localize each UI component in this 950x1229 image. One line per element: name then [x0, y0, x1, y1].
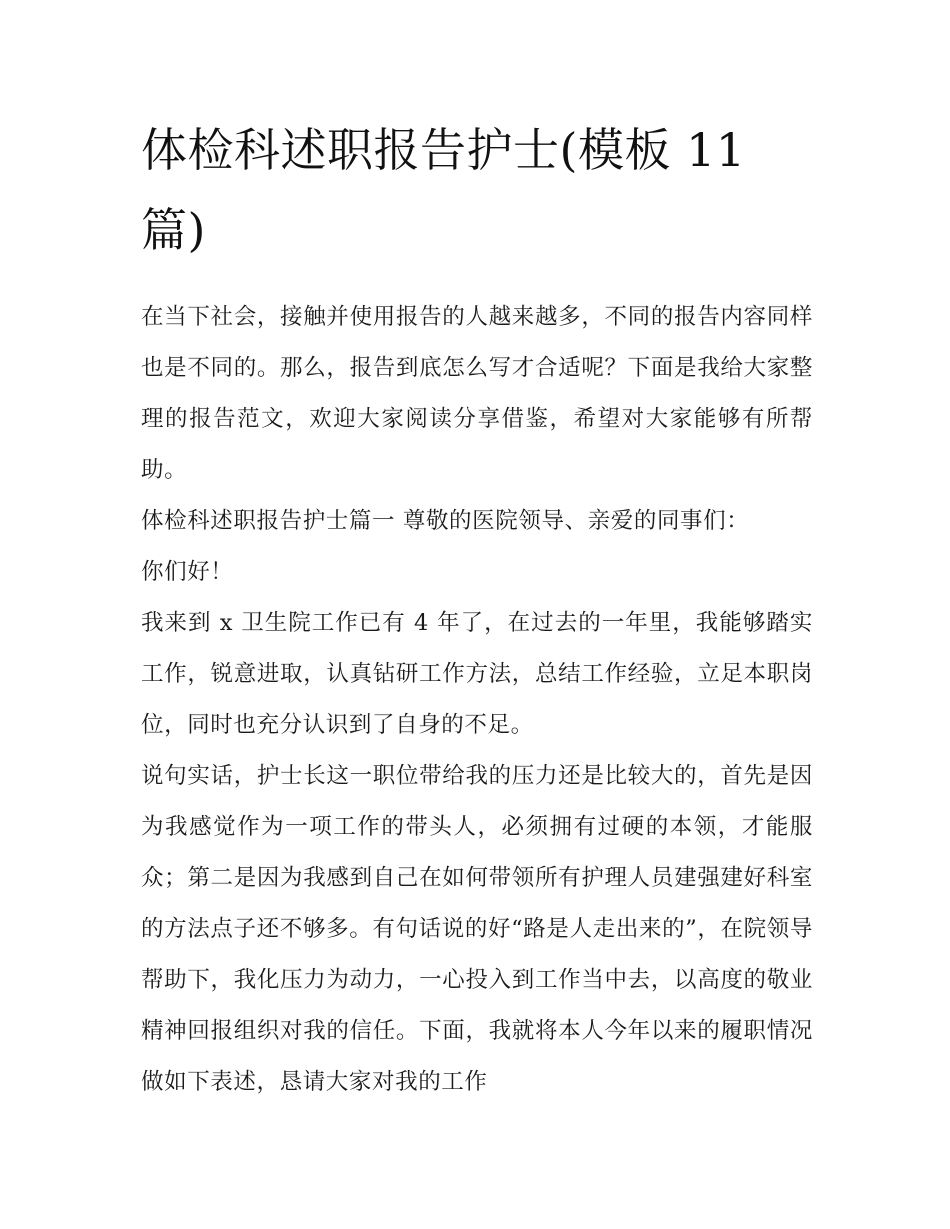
paragraph-honest-words: 说句实话，护士长这一职位带给我的压力还是比较大的，首先是因为我感觉作为一项工作的带头人，必须拥有过硬的本领，才能服众；第二是因为我感到自己在如何带领所有护理人员建强建好科室的方法点子还不够多。有句话说的好“路是人走出来的”，在院领导帮助下，我化压力为动力，一心投入到工作当中去，以高度的敬业精神回报组织对我的信任。下面，我就将本人今年以来的履职情况做如下表述，恳请大家对我的工作: [141, 763, 813, 1095]
paragraph-greeting: 你们好！: [141, 559, 234, 585]
paragraph-section-heading: 体检科述职报告护士篇一 尊敬的医院领导、亲爱的同事们：: [141, 508, 750, 534]
paragraph-intro: 在当下社会，接触并使用报告的人越来越多，不同的报告内容同样也是不同的。那么，报告到底怎么写才合适呢？下面是我给大家整理的报告范文，欢迎大家阅读分享借鉴，希望对大家能够有所帮助。: [141, 304, 813, 483]
document-title: 体检科述职报告护士(模板 11 篇): [141, 123, 746, 257]
document-body: [141, 110, 813, 1108]
paragraph-work-summary: 我来到 x 卫生院工作已有 4 年了，在过去的一年里，我能够踏实工作，锐意进取，认真钻研工作方法，总结工作经验，立足本职岗位，同时也充分认识到了自身的不足。: [141, 610, 813, 738]
